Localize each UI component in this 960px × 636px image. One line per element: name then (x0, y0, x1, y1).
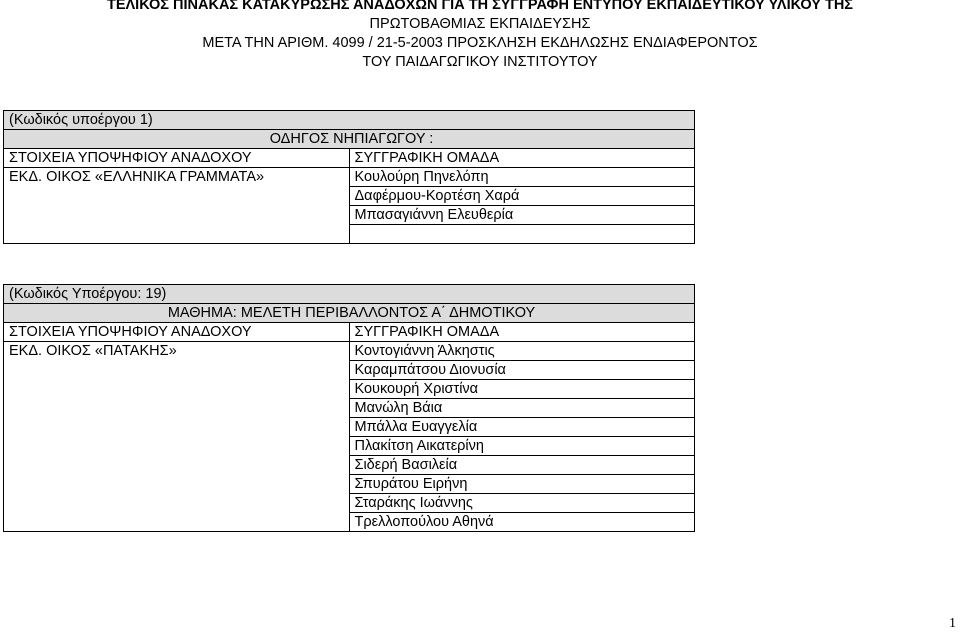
section1-empty-cell (349, 225, 695, 244)
doc-title-line-4: ΤΟΥ ΠΑΙΔΑΓΩΓΙΚΟΥ ΙΝΣΤΙΤΟΥΤΟΥ (362, 54, 598, 70)
section2-table (3, 284, 695, 532)
section2-author: Τρελλοπούλου Αθηνά (349, 513, 695, 532)
section1-author: Δαφέρμου-Κορτέση Χαρά (349, 187, 695, 206)
section1-col-team: ΣΥΓΓΡΑΦΙΚΗ ΟΜΑΔΑ (349, 149, 695, 168)
section2-author: Σταράκης Ιωάννης (349, 494, 695, 513)
section2-author: Κουκουρή Χριστίνα (349, 380, 695, 399)
doc-title-line-3: ΜΕΤΑ ΤΗΝ ΑΡΙΘΜ. 4099 / 21-5-2003 ΠΡΟΣΚΛΗΣΗ ΕΚΔΗΛΩΣΗΣ ΕΝΔΙΑΦΕΡΟΝΤΟΣ (202, 35, 758, 51)
section2-contractor: ΕΚΔ. ΟΙΚΟΣ «ΠΑΤΑΚΗΣ» (4, 342, 350, 532)
section2-author: Μπάλλα Ευαγγελία (349, 418, 695, 437)
doc-title-line-1: ΤΕΛΙΚΟΣ ΠΙΝΑΚΑΣ ΚΑΤΑΚΥΡΩΣΗΣ ΑΝΑΔΟΧΩΝ ΓΙΑ ΤΗ ΣΥΓΓΡΑΦΗ ΕΝΤΥΠΟΥ ΕΚΠΑΙΔΕΥΤΙΚΟΥ ΥΛΙΚΟΥ ΤΗΣ (106, 0, 854, 13)
section1-code: (Κωδικός υποέργου 1) (4, 111, 695, 130)
section2-col-team: ΣΥΓΓΡΑΦΙΚΗ ΟΜΑΔΑ (349, 323, 695, 342)
section1-author: Μπασαγιάννη Ελευθερία (349, 206, 695, 225)
section2-code: (Κωδικός Υποέργου: 19) (4, 285, 695, 304)
section1-col-candidate: ΣΤΟΙΧΕΙΑ ΥΠΟΨΗΦΙΟΥ ΑΝΑΔΟΧΟΥ (4, 149, 350, 168)
section1-title: ΟΔΗΓΟΣ ΝΗΠΙΑΓΩΓΟΥ : (4, 130, 695, 149)
section2-author: Σιδερή Βασιλεία (349, 456, 695, 475)
section2-author: Πλακίτση Αικατερίνη (349, 437, 695, 456)
section2-col-candidate: ΣΤΟΙΧΕΙΑ ΥΠΟΨΗΦΙΟΥ ΑΝΑΔΟΧΟΥ (4, 323, 350, 342)
doc-title-line-2: ΠΡΩΤΟΒΑΘΜΙΑΣ ΕΚΠΑΙΔΕΥΣΗΣ (369, 16, 591, 32)
section2-author: Σπυράτου Ειρήνη (349, 475, 695, 494)
section1-table (3, 110, 695, 244)
section2-title: ΜΑΘΗΜΑ: ΜΕΛΕΤΗ ΠΕΡΙΒΑΛΛΟΝΤΟΣ Α΄ ΔΗΜΟΤΙΚΟΥ (4, 304, 695, 323)
section2-author: Μανώλη Βάια (349, 399, 695, 418)
section1-author: Κουλούρη Πηνελόπη (349, 168, 695, 187)
section2-author: Κοντογιάννη Άλκηστις (349, 342, 695, 361)
section1-contractor: ΕΚΔ. ΟΙΚΟΣ «ΕΛΛΗΝΙΚΑ ΓΡΑΜΜΑΤΑ» (4, 168, 350, 244)
page-number: 1 (949, 616, 956, 631)
section2-author: Καραμπάτσου Διονυσία (349, 361, 695, 380)
